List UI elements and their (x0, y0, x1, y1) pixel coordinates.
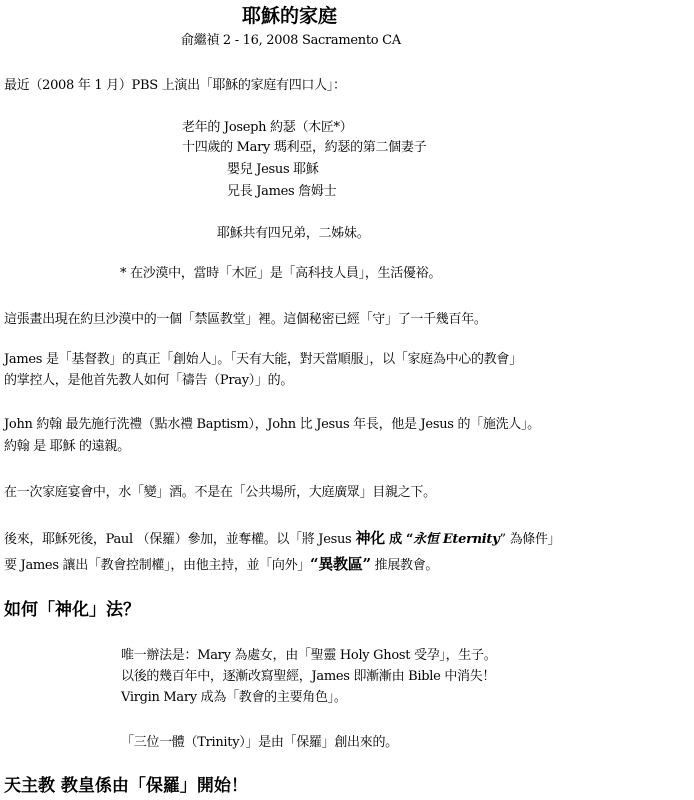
paragraph-james-line-2: 的掌控人，是他首先教人如何「禱告（Pray）」的。 (4, 373, 294, 388)
document-title: 耶穌的家庭 (242, 5, 338, 27)
paragraph-paul-text-c: 成 “ (384, 532, 414, 547)
deification-emphasis: 神化 (355, 529, 385, 547)
paragraph-paul-line-1 (4, 530, 560, 548)
paragraph-paul-text-g: 推展教會。 (370, 558, 439, 573)
method-line-2: 以後的幾百年中，逐漸改寫聖經，James 即漸漸由 Bible 中消失！ (121, 669, 496, 684)
paragraph-james-line-1: James 是「基督教」的真正「創始人」。「天有大能，對天當順服」，以「家庭為中心的教會」 (4, 352, 522, 367)
method-line-1: 唯一辦法是：Mary 為處女，由「聖靈 Holy Ghost 受孕」，生子。 (121, 648, 497, 663)
paragraph-john-line-2: 約翰 是 耶穌 的遠親。 (4, 439, 130, 454)
footnote-carpenter: * 在沙漠中，當時「木匠」是「高科技人員」，生活優裕。 (120, 266, 442, 281)
paragraph-paul-text-f: 要 James 讓出「教會控制權」，由他主持，並「向外」 (4, 558, 311, 573)
family-member-joseph: 老年的 Joseph 約瑟（木匠*） (182, 120, 353, 135)
intro-line: 最近（2008 年 1 月）PBS 上演出「耶穌的家庭有四口人」： (4, 78, 346, 93)
heading-how-to-deify: 如何「神化」法？ (4, 600, 140, 620)
document-subtitle: 俞繼禎 2 - 16, 2008 Sacramento CA (181, 33, 401, 48)
siblings-line: 耶穌共有四兄弟，二姊妹。 (217, 226, 370, 241)
heading-catholic-pope: 天主教 教皇係由「保羅」開始！ (4, 776, 248, 796)
method-line-3: Virgin Mary 成為「教會的主要角色」。 (121, 690, 347, 705)
paragraph-paul-text-e: ” 為條件」 (499, 532, 561, 547)
paragraph-water-wine: 在一次家庭宴會中，水「變」酒。不是在「公共場所，大庭廣眾」目親之下。 (4, 485, 436, 500)
paragraph-forbidden-church: 這張畫出現在約旦沙漠中的一個「禁區教堂」裡。這個秘密已經「守」了一千幾百年。 (4, 312, 487, 327)
family-member-mary: 十四歲的 Mary 瑪利亞，約瑟的第二個妻子 (182, 140, 427, 155)
trinity-line: 「三位一體（Trinity）」是由「保羅」創出來的。 (121, 735, 398, 750)
family-member-james: 兄長 James 詹姆士 (227, 184, 337, 199)
paragraph-john-line-1: John 約翰 最先施行洗禮（點水禮 Baptism），John 比 Jesus 年長，他是 Jesus 的「施洗人」。 (4, 417, 540, 432)
heathen-region-emphasis: “異教區” (310, 555, 371, 573)
eternity-emphasis: 永恒 Eternity (413, 532, 500, 547)
paragraph-paul-text-a: 後來，耶穌死後，Paul （保羅）參加，並奪權。以「將 Jesus (4, 532, 352, 547)
paragraph-paul-line-2 (4, 556, 438, 574)
family-member-jesus: 嬰兒 Jesus 耶穌 (227, 162, 319, 177)
